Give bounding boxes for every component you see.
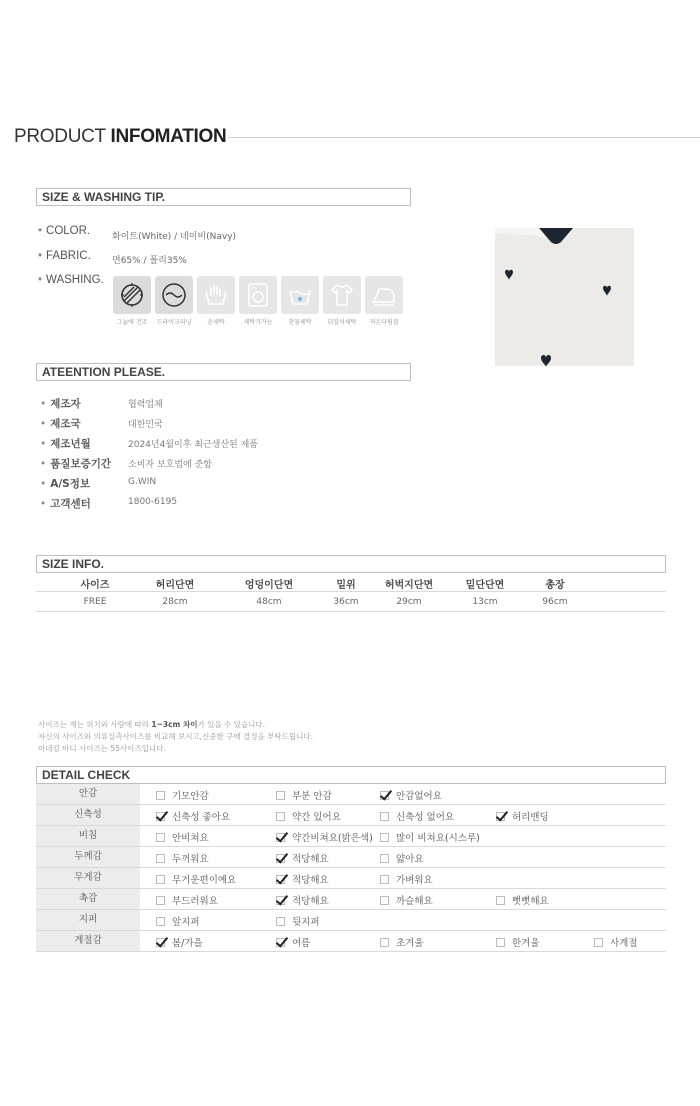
note-1-bold: 1~3cm 차이 [151,720,198,729]
attention-title: ATEENTION PLEASE. [36,363,411,381]
checkbox[interactable] [380,896,389,905]
detail-check-row [36,826,666,847]
size-cell-6: 96cm [542,597,568,607]
option-label: 약간 있어요 [292,812,341,823]
attention-label-1: • 제조국 [40,418,81,430]
option-label: 기모안감 [172,791,209,802]
dry-clean-icon [155,276,193,314]
color-value: 화이트(White) / 네이비(Navy) [112,232,237,242]
size-header-0: 사이즈 [80,580,110,591]
cold-wash-icon [281,276,319,314]
option-label: 안비쳐요 [172,833,209,844]
detail-check-row [36,805,666,826]
size-cell-5: 13cm [472,597,498,607]
detail-check-label: 두께감 [36,847,140,867]
size-header-1: 허리단면 [155,580,195,591]
hand-wash-icon [197,276,235,314]
detail-check-label: 안감 [36,784,140,804]
option-label: 안감없어요 [396,791,442,802]
detail-check-option[interactable] [496,935,540,949]
checkbox[interactable] [156,896,165,905]
attention-label-3: • 품질보증기간 [40,458,112,470]
detail-check-option[interactable] [276,935,310,949]
checkbox[interactable] [156,791,165,800]
detail-check-option[interactable] [380,809,454,823]
attention-label-text: 제조국 [50,418,81,430]
size-cell-0: FREE [83,597,107,607]
detail-check-option[interactable] [276,893,329,907]
washing-caption-1: 드라이크리닝 [156,319,192,326]
option-label: 부분 안감 [292,791,332,802]
checkbox[interactable] [380,875,389,884]
checkbox-checked[interactable] [276,896,285,905]
detail-check-option[interactable] [276,788,332,802]
detail-check-option[interactable] [594,935,638,949]
size-header-2: 엉덩이단면 [244,580,294,591]
option-label: 많이 비쳐요(시스루) [396,833,480,844]
checkbox[interactable] [496,938,505,947]
page-title [14,126,226,148]
detail-check-option[interactable] [380,893,433,907]
checkbox-checked[interactable] [380,791,389,800]
fabric-value: 면65% / 폴리35% [112,256,187,266]
detail-check-label: 촉감 [36,889,140,909]
detail-check-option[interactable] [276,914,320,928]
checkbox[interactable] [156,854,165,863]
size-note-2: 자신의 사이즈와 의류실측사이즈를 비교해 보시고,신중한 구매 결정을 부탁드립니다. [38,732,314,741]
detail-check-label: 비침 [36,826,140,846]
option-label: 봄/가을 [172,938,203,949]
detail-check-option[interactable] [380,851,424,865]
detail-check-option[interactable] [380,830,480,844]
detail-check-option[interactable] [156,872,236,886]
header-divider [228,137,700,138]
checkbox[interactable] [496,896,505,905]
washing-label-text: WASHING. [46,274,104,286]
checkbox-checked[interactable] [276,854,285,863]
size-note-3: 마네킹 바디 사이즈는 55사이즈입니다. [38,744,166,753]
checkbox-checked[interactable] [276,833,285,842]
detail-check-label: 계절감 [36,931,140,951]
attention-label-text: 품질보증기간 [50,458,112,470]
attention-label-text: 제조자 [50,398,81,410]
detail-check-row [36,910,666,931]
option-label: 뻣뻣해요 [512,896,549,907]
attention-value-2: 2024년4월이후 최근생산된 제품 [128,440,258,450]
detail-check-option[interactable] [380,872,433,886]
detail-check-row [36,784,666,805]
detail-check-option[interactable] [496,809,549,823]
checkbox[interactable] [276,812,285,821]
option-label: 초겨울 [396,938,424,949]
checkbox[interactable] [276,917,285,926]
size-header-4: 허벅지단면 [384,580,434,591]
fabric-label: • FABRIC. [38,250,91,262]
checkbox[interactable] [156,875,165,884]
option-label: 적당해요 [292,875,329,886]
washing-caption-5: 뒤집어세탁 [327,319,357,326]
attention-label-4: • A/S정보 [40,478,91,490]
size-washing-title: SIZE & WASHING TIP. [36,188,411,206]
washing-caption-2: 손세탁 [207,319,225,326]
option-label: 약간비쳐요(밝은색) [292,833,373,844]
detail-check-option[interactable] [380,788,442,802]
option-label: 신축성 없어요 [396,812,455,823]
washing-caption-3: 세탁기가능 [243,319,273,326]
option-label: 적당해요 [292,896,329,907]
checkbox-checked[interactable] [156,938,165,947]
fabric-photo [495,228,634,366]
option-label: 가벼워요 [396,875,433,886]
option-label: 뒷지퍼 [292,917,320,928]
option-label: 적당해요 [292,854,329,865]
checkbox[interactable] [276,791,285,800]
color-label: • COLOR. [38,225,91,237]
attention-label-0: • 제조자 [40,398,81,410]
checkbox[interactable] [380,833,389,842]
option-label: 여름 [292,938,311,949]
checkbox[interactable] [380,938,389,947]
detail-check-label: 무게감 [36,868,140,888]
checkbox-checked[interactable] [276,875,285,884]
detail-check-row [36,889,666,910]
option-label: 신축성 좋아요 [172,812,231,823]
washing-caption-4: 찬물세탁 [288,319,312,326]
option-label: 사계절 [610,938,638,949]
size-cell-4: 29cm [396,597,422,607]
option-label: 얇아요 [396,854,424,865]
size-cell-2: 48cm [256,597,282,607]
option-label: 무거운편이예요 [172,875,237,886]
attention-label-text: 고객센터 [50,498,91,510]
attention-value-3: 소비자 보호법에 준함 [128,460,212,470]
option-label: 허리밴딩 [512,812,549,823]
title-light: PRODUCT [14,126,106,147]
washing-caption-0: 그늘에 건조 [116,319,148,326]
attention-value-4: G.WIN [128,477,157,487]
detail-check-option[interactable] [156,851,209,865]
attention-label-5: • 고객센터 [40,498,91,510]
detail-check-title: DETAIL CHECK [36,766,666,784]
detail-check-row [36,847,666,868]
option-label: 앞지퍼 [172,917,200,928]
color-label-text: COLOR. [46,225,91,237]
detail-check-option[interactable] [276,809,341,823]
attention-label-text: 제조년월 [50,438,91,450]
size-note-1 [38,719,265,730]
low-iron-icon [365,276,403,314]
checkbox-checked[interactable] [276,938,285,947]
detail-check-option[interactable] [156,914,200,928]
detail-check-option[interactable] [156,809,230,823]
detail-check-option[interactable] [156,830,209,844]
detail-check-row [36,931,666,952]
washing-caption-6: 저온다림질 [369,319,399,326]
detail-check-option[interactable] [380,935,424,949]
checkbox[interactable] [156,833,165,842]
shade-dry-icon [113,276,151,314]
size-cell-1: 28cm [162,597,188,607]
option-label: 한겨울 [512,938,540,949]
fabric-label-text: FABRIC. [46,250,91,262]
option-label: 까슬해요 [396,896,433,907]
size-header-6: 총장 [545,580,565,591]
checkbox-checked[interactable] [156,812,165,821]
machine-wash-icon [239,276,277,314]
detail-check-label: 지퍼 [36,910,140,930]
size-info-title: SIZE INFO. [36,555,666,573]
size-header-5: 밑단단면 [465,580,505,591]
option-label: 두꺼워요 [172,854,209,865]
detail-check-option[interactable] [276,851,329,865]
checkbox-checked[interactable] [496,812,505,821]
size-cell-3: 36cm [333,597,359,607]
title-bold: INFOMATION [110,126,227,147]
attention-value-1: 대한민국 [128,420,163,430]
note-1-post: 가 있을 수 있습니다. [197,720,265,729]
detail-check-option[interactable] [276,830,373,844]
detail-check-option[interactable] [496,893,549,907]
option-label: 부드러워요 [172,896,218,907]
detail-check-option[interactable] [156,893,218,907]
detail-check-option[interactable] [276,872,329,886]
checkbox[interactable] [156,917,165,926]
checkbox[interactable] [380,854,389,863]
detail-check-label: 신축성 [36,805,140,825]
checkbox[interactable] [380,812,389,821]
detail-check-row [36,868,666,889]
note-1-pre: 사이즈는 재는 위치와 사람에 따라 [38,720,152,729]
attention-value-0: 협력업체 [128,400,163,410]
detail-check-option[interactable] [156,935,203,949]
washing-label: • WASHING. [38,274,104,286]
checkbox[interactable] [594,938,603,947]
attention-label-text: A/S정보 [50,478,91,490]
size-header-3: 밑위 [336,580,356,591]
attention-label-2: • 제조년월 [40,438,91,450]
detail-check-option[interactable] [156,788,209,802]
attention-value-5: 1800-6195 [128,497,178,507]
size-table-divider [36,591,666,592]
size-table-bottom [36,611,666,612]
inside-out-wash-icon [323,276,361,314]
